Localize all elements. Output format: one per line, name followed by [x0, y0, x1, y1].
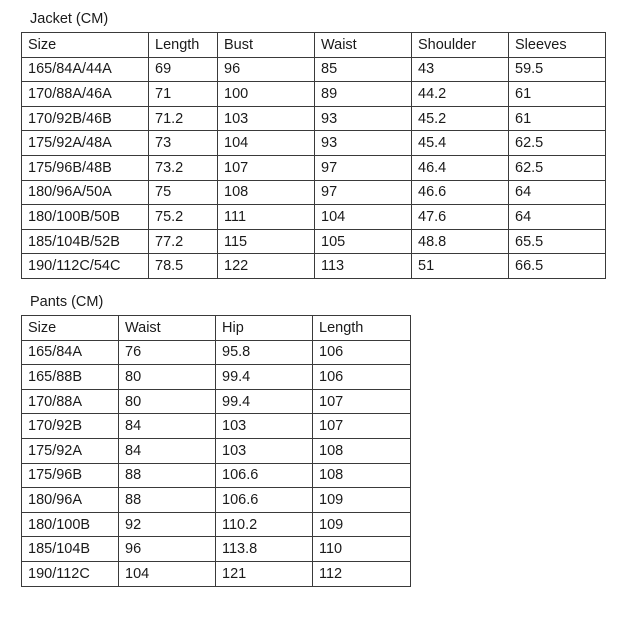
pants-table-cell: 165/88B: [22, 365, 119, 390]
pants-table-cell: 170/88A: [22, 389, 119, 414]
jacket-table-cell: 78.5: [149, 254, 218, 279]
jacket-table-cell: 61: [509, 82, 606, 107]
jacket-header-cell: Size: [22, 33, 149, 58]
pants-table-cell: 99.4: [216, 389, 313, 414]
jacket-table-row: [22, 254, 606, 279]
pants-table-row: [22, 438, 411, 463]
pants-table-cell: 110.2: [216, 512, 313, 537]
jacket-table-row: [22, 82, 606, 107]
jacket-header-cell: Shoulder: [412, 33, 509, 58]
jacket-table-cell: 180/96A/50A: [22, 180, 149, 205]
pants-table-cell: 103: [216, 438, 313, 463]
pants-table-cell: 106: [313, 340, 411, 365]
pants-table-cell: 107: [313, 414, 411, 439]
jacket-table-cell: 165/84A/44A: [22, 57, 149, 82]
jacket-table-cell: 62.5: [509, 155, 606, 180]
jacket-header-cell: Sleeves: [509, 33, 606, 58]
jacket-header-cell: Bust: [218, 33, 315, 58]
pants-table-cell: 180/96A: [22, 488, 119, 513]
jacket-table-row: [22, 229, 606, 254]
pants-header-cell: Hip: [216, 316, 313, 341]
jacket-table-cell: 77.2: [149, 229, 218, 254]
jacket-table-cell: 51: [412, 254, 509, 279]
jacket-table-cell: 108: [218, 180, 315, 205]
jacket-table-row: [22, 180, 606, 205]
pants-table-cell: 80: [119, 365, 216, 390]
pants-table-row: [22, 414, 411, 439]
jacket-table-cell: 44.2: [412, 82, 509, 107]
jacket-table-cell: 75: [149, 180, 218, 205]
jacket-table-cell: 111: [218, 205, 315, 230]
pants-size-table: [21, 315, 411, 587]
pants-table-cell: 80: [119, 389, 216, 414]
pants-header-cell: Waist: [119, 316, 216, 341]
pants-table-caption: Pants (CM): [30, 294, 104, 310]
jacket-table-cell: 64: [509, 205, 606, 230]
jacket-table-cell: 175/92A/48A: [22, 131, 149, 156]
jacket-table-cell: 62.5: [509, 131, 606, 156]
pants-table-cell: 107: [313, 389, 411, 414]
pants-table-cell: 106: [313, 365, 411, 390]
jacket-header-row: [22, 33, 606, 58]
pants-header-cell: Size: [22, 316, 119, 341]
pants-table-cell: 109: [313, 488, 411, 513]
jacket-table-cell: 93: [315, 131, 412, 156]
pants-table-cell: 170/92B: [22, 414, 119, 439]
pants-table-row: [22, 488, 411, 513]
jacket-table-body: [22, 57, 606, 278]
pants-table-body: [22, 340, 411, 586]
jacket-table-row: [22, 57, 606, 82]
pants-table-cell: 165/84A: [22, 340, 119, 365]
pants-table-cell: 112: [313, 561, 411, 586]
jacket-table-cell: 61: [509, 106, 606, 131]
pants-table-cell: 104: [119, 561, 216, 586]
jacket-table-cell: 46.6: [412, 180, 509, 205]
jacket-table-cell: 46.4: [412, 155, 509, 180]
jacket-table-cell: 47.6: [412, 205, 509, 230]
pants-table-cell: 88: [119, 488, 216, 513]
pants-table-cell: 96: [119, 537, 216, 562]
pants-header-row: [22, 316, 411, 341]
jacket-table-cell: 89: [315, 82, 412, 107]
jacket-table-cell: 45.2: [412, 106, 509, 131]
jacket-table-cell: 104: [218, 131, 315, 156]
jacket-table-cell: 71: [149, 82, 218, 107]
jacket-table-cell: 59.5: [509, 57, 606, 82]
jacket-table-cell: 73.2: [149, 155, 218, 180]
jacket-table-cell: 43: [412, 57, 509, 82]
jacket-table-cell: 97: [315, 180, 412, 205]
pants-table-cell: 84: [119, 438, 216, 463]
pants-table-cell: 84: [119, 414, 216, 439]
jacket-table-row: [22, 106, 606, 131]
jacket-table-cell: 66.5: [509, 254, 606, 279]
jacket-table-cell: 64: [509, 180, 606, 205]
jacket-table-row: [22, 131, 606, 156]
jacket-table-cell: 180/100B/50B: [22, 205, 149, 230]
jacket-table-cell: 100: [218, 82, 315, 107]
jacket-table-cell: 104: [315, 205, 412, 230]
jacket-table-cell: 97: [315, 155, 412, 180]
pants-table-cell: 92: [119, 512, 216, 537]
jacket-table-header: [22, 33, 606, 58]
jacket-table-cell: 190/112C/54C: [22, 254, 149, 279]
jacket-table-cell: 85: [315, 57, 412, 82]
jacket-table-cell: 71.2: [149, 106, 218, 131]
pants-table-cell: 175/96B: [22, 463, 119, 488]
pants-table-cell: 110: [313, 537, 411, 562]
jacket-table-cell: 170/88A/46A: [22, 82, 149, 107]
jacket-table-cell: 69: [149, 57, 218, 82]
pants-table-row: [22, 340, 411, 365]
jacket-table-cell: 113: [315, 254, 412, 279]
pants-header-cell: Length: [313, 316, 411, 341]
jacket-table-cell: 48.8: [412, 229, 509, 254]
jacket-table-cell: 107: [218, 155, 315, 180]
jacket-table-caption: Jacket (CM): [30, 11, 109, 27]
jacket-table-cell: 45.4: [412, 131, 509, 156]
pants-table-row: [22, 561, 411, 586]
jacket-table-cell: 96: [218, 57, 315, 82]
pants-table-cell: 76: [119, 340, 216, 365]
jacket-table-row: [22, 205, 606, 230]
pants-table-cell: 106.6: [216, 488, 313, 513]
jacket-table-cell: 93: [315, 106, 412, 131]
pants-table-cell: 180/100B: [22, 512, 119, 537]
pants-table-cell: 106.6: [216, 463, 313, 488]
jacket-table-cell: 175/96B/48B: [22, 155, 149, 180]
pants-table-row: [22, 512, 411, 537]
pants-table-cell: 99.4: [216, 365, 313, 390]
jacket-table-cell: 170/92B/46B: [22, 106, 149, 131]
jacket-table-cell: 185/104B/52B: [22, 229, 149, 254]
jacket-header-cell: Length: [149, 33, 218, 58]
pants-table-cell: 103: [216, 414, 313, 439]
pants-table-cell: 108: [313, 463, 411, 488]
pants-table-row: [22, 389, 411, 414]
pants-table-cell: 175/92A: [22, 438, 119, 463]
pants-table-cell: 95.8: [216, 340, 313, 365]
jacket-table-cell: 75.2: [149, 205, 218, 230]
pants-table-row: [22, 365, 411, 390]
pants-table-cell: 88: [119, 463, 216, 488]
jacket-table-cell: 65.5: [509, 229, 606, 254]
jacket-table-cell: 73: [149, 131, 218, 156]
pants-table-cell: 113.8: [216, 537, 313, 562]
pants-table-row: [22, 537, 411, 562]
jacket-table-cell: 122: [218, 254, 315, 279]
pants-table-row: [22, 463, 411, 488]
pants-table-cell: 190/112C: [22, 561, 119, 586]
pants-table-header: [22, 316, 411, 341]
pants-table-cell: 108: [313, 438, 411, 463]
pants-table-cell: 185/104B: [22, 537, 119, 562]
jacket-header-cell: Waist: [315, 33, 412, 58]
jacket-size-table: [21, 32, 606, 279]
pants-table-cell: 109: [313, 512, 411, 537]
jacket-table-row: [22, 155, 606, 180]
jacket-table-cell: 115: [218, 229, 315, 254]
jacket-table-cell: 105: [315, 229, 412, 254]
jacket-table-cell: 103: [218, 106, 315, 131]
pants-table-cell: 121: [216, 561, 313, 586]
